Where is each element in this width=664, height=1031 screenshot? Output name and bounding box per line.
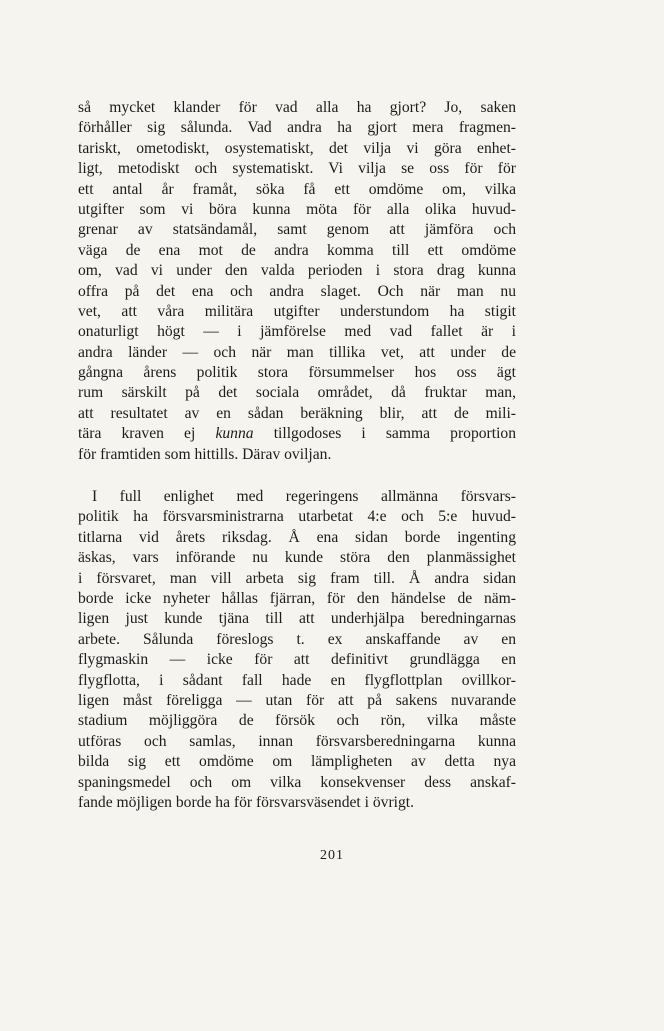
- text-line: borde icke nyheter hållas fjärran, för den händelse de näm-: [78, 589, 516, 607]
- text-line: om, vad vi under den valda perioden i stora drag kunna: [78, 262, 516, 280]
- text-line: grenar av statsändamål, samt genom att jämföra och: [78, 221, 516, 239]
- text-line: att resultatet av en sådan beräkning blir, att de mili-: [78, 404, 516, 422]
- text-line: titlarna vid årets riksdag. Å ena sidan borde ingenting: [78, 528, 516, 546]
- page-body: [78, 98, 516, 813]
- text-line: ett antal år framåt, söka få ett omdöme om, vilka: [78, 180, 516, 198]
- text-line: ligt, metodiskt och systematiskt. Vi vilja se oss för för: [78, 160, 516, 178]
- text-line: stadium möjliggöra de försök och rön, vilka måste: [78, 712, 516, 730]
- text-line: offra på det ena och andra slaget. Och när man nu: [78, 282, 516, 300]
- emphasis: kunna: [215, 425, 254, 443]
- text-line: arbete. Sålunda föreslogs t. ex anskaffande av en: [78, 630, 516, 648]
- text-line: spaningsmedel och om vilka konsekvenser dess anskaf-: [78, 773, 516, 791]
- page-number: 201: [320, 848, 344, 863]
- text-line: utgifter som vi böra kunna möta för alla olika huvud-: [78, 200, 516, 218]
- text-line: för framtiden som hittills. Därav oviljan.: [78, 445, 332, 463]
- paragraph-1: [78, 98, 516, 465]
- text-line: äskas, vars införande nu kunde störa den planmässighet: [78, 549, 516, 567]
- text-line: väga de ena mot de andra komma till ett omdöme: [78, 241, 516, 259]
- text-line: flygmaskin — icke för att definitivt grundlägga en: [78, 651, 516, 669]
- text-line: förhåller sig sålunda. Vad andra ha gjort mera fragmen-: [78, 119, 516, 137]
- text-line: utföras och samlas, innan försvarsberedningarna kunna: [78, 732, 516, 750]
- text-line: onaturligt högt — i jämförelse med vad fallet är i: [78, 323, 516, 341]
- text-line: flygflotta, i sådant fall hade en flygflottplan ovillkor-: [78, 671, 516, 689]
- text-line: tariskt, ometodiskt, osystematiskt, det vilja vi göra enhet-: [78, 139, 516, 157]
- text-line: tära kraven ej kunna tillgodoses i samma proportion: [78, 425, 516, 443]
- text-line: I full enlighet med regeringens allmänna försvars-: [92, 488, 516, 506]
- text-line: i försvaret, man vill arbeta sig fram till. Å andra sidan: [78, 569, 516, 587]
- text-line: gångna årens politik stora försummelser hos oss ägt: [78, 364, 516, 382]
- text-line: vet, att våra militära utgifter understundom ha stigit: [78, 302, 516, 320]
- text-line: politik ha försvarsministrarna utarbetat 4:e och 5:e huvud-: [78, 508, 516, 526]
- text-line: ligen måst föreligga — utan för att på sakens nuvarande: [78, 691, 516, 709]
- paragraph-gap: [78, 465, 516, 487]
- text-line: rum särskilt på det sociala området, då fruktar man,: [78, 384, 516, 402]
- text-line: andra länder — och när man tillika vet, att under de: [78, 343, 516, 361]
- text-line: så mycket klander för vad alla ha gjort? Jo, saken: [78, 99, 516, 116]
- text-line: bilda sig ett omdöme om lämpligheten av detta nya: [78, 753, 516, 771]
- text-line: ligen just kunde tjäna till att underhjälpa beredningarnas: [78, 610, 516, 628]
- paragraph-2: [78, 487, 516, 813]
- text-line: fande möjligen borde ha för försvarsväsendet i övrigt.: [78, 793, 415, 811]
